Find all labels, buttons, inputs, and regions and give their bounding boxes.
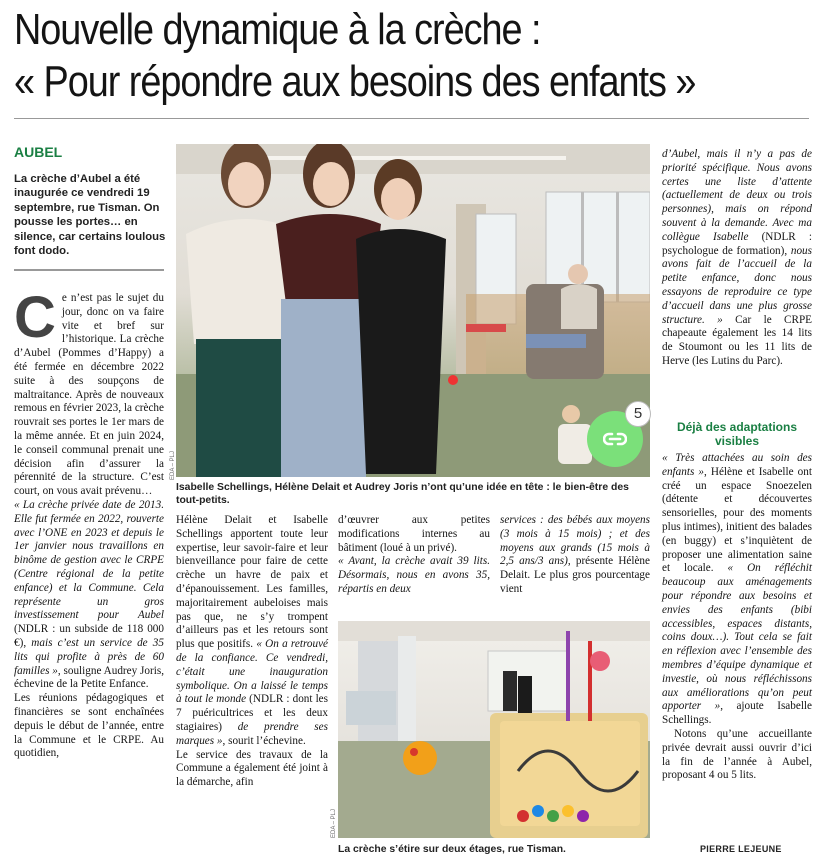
share-button[interactable] [587, 405, 643, 467]
paragraph: Hélène Delait et Isabelle Schellings apportent toute leur expertise, leur savoir-faire et leur bienveillance pour faire de cette crèche un havre de paix et d’épanouissement. Les familles, majoritairement aubeloises mais pas que, ne s’y trompent d’ailleurs pas et les retours sont plus que positifs. « On a retrouvé de la confiance. Ce vendredi, c’était une inauguration symbolique. On a laissé le temps à tout le monde (NDLR : dont les 7 puéricultrices et les deux stagiaires) de prendre ses marques », sourit l’échevine. [176, 514, 329, 747]
chapo-rule [14, 269, 164, 271]
quote-paragraph: d’Aubel, mais il n’y a pas de priorité spécifique. Nous avons certes une liste d’attente (actuellement de deux ou trois personnes), mais on répond souvent à la demande. Avec ma collègue Isabelle (NDLR : psychologue de formation), nous avons fait de l’accueil de la petite enfance, donc nous essayons de reproduire ce type d’accueil dans une plus grosse structure. » Car le CRPE chapeaute également les 14 lits de Stoumont ou les 11 lits de Herve (les Lutins du Parc). [662, 148, 813, 367]
chapo: La crèche d’Aubel a été inaugurée ce vendredi 19 septembre, rue Tisman. On pousse les portes… en silence, car certains loulous font dodo. [14, 173, 166, 258]
column-1 [14, 285, 164, 761]
column-4 [500, 514, 650, 597]
photo-team-credit: EDA – PLJ [170, 450, 176, 480]
paragraph: « Très attachées au soin des enfants », Hélène et Isabelle ont créé un espace Snoezelen (détente et découvertes sensorielles, pour des moments plus intimes), initient des balades (en buggy) et s’inquiètent de proposer une alimentation saine et locale. « On réfléchit beaucoup aux aménagements pour répondre aux besoins et envies des enfants (bibi accessibles, espaces distants, coins doux…). Tout cela se fait en réflexion avec l’ensemble des membres d’équipe dynamique et investie, où nous réfléchissons aux améliorations qu’on peut apporter », ajoute Isabelle Schellings. [662, 452, 813, 727]
intro-paragraph: Ce n’est pas le sujet du jour, donc on va faire vite et bref sur l’historique. La crèche d’Aubel (Pommes d’Happy) a été fermée en décembre 2022 suite à des soupçons de maltraitance. Après de nouveaux remous en février 2023, la crèche rouvrait ses portes le 1er mars de la même année. Et en juin 2024, le conseil communal prenait une décision afin d’assurer la pérennité de la structure. C’est court, on vous avait prévenu… [14, 285, 164, 498]
photo-team-illustration [176, 144, 650, 477]
column-5 [662, 148, 812, 369]
link-icon [603, 429, 627, 449]
paragraph: services : des bébés aux moyens (3 mois à 15 mois) ; et des moyens aux grands (15 mois à 2,5 ans/3 ans), présente Hélène Delait. Le plus gros pourcentage vient [500, 514, 650, 595]
top-rule [14, 118, 809, 119]
headline-line-2: « Pour répondre aux besoins des enfants » [14, 57, 696, 106]
paragraph: d’œuvrer aux petites modifications internes au bâtiment (loué à un privé). [338, 514, 490, 554]
column-3 [338, 514, 490, 597]
paragraph: Les réunions pédagogiques et financières se sont enchaînées depuis le début de l’année, entre la Commune et le CRPE. Au quotidien, [14, 692, 164, 760]
share-count-badge: 5 [625, 401, 651, 427]
author-signature: PIERRE LEJEUNE [700, 844, 782, 854]
subheading: Déjà des adaptations visibles [676, 420, 798, 448]
section-label: AUBEL [14, 144, 63, 160]
photo-creche [338, 621, 650, 838]
paragraph: Le service des travaux de la Commune a également été joint à la démarche, afin [176, 748, 328, 789]
quote-paragraph: « La crèche privée date de 2013. Elle fut fermée en 2022, rouverte avec l’ONE en 2023 et depuis le 1er janvier nous travaillons en binôme de gestion avec le CRPE (Centre régional de la petite enfance) et la Commune. Cela représente un gros investissement pour Aubel (NDLR : un subside de 118 000 €), mais c’est un service de 35 lits qui profite à près de 60 familles », souligne Audrey Joris, échevine de la Petite Enfance. [14, 498, 164, 691]
photo-creche-caption: La crèche s’étire sur deux étages, rue Tisman. [338, 844, 566, 855]
column-2 [176, 514, 328, 790]
column-5b [662, 452, 812, 783]
photo-creche-credit: EDA – PLJ [331, 808, 337, 838]
headline-line-1: Nouvelle dynamique à la crèche : [14, 5, 541, 54]
photo-team-caption: Isabelle Schellings, Hélène Delait et Audrey Joris n’ont qu’une idée en tête : le bien-être des tout-petits. [176, 482, 629, 506]
photo-team [176, 144, 650, 477]
dropcap: C [14, 285, 56, 350]
photo-creche-illustration [338, 621, 650, 838]
quote-paragraph: « Avant, la crèche avait 39 lits. Désormais, nous en avons 35, répartis en deux [338, 555, 490, 595]
headline [14, 4, 814, 108]
paragraph: Notons qu’une accueillante privée devrait aussi ouvrir d’ici la fin de l’année à Aubel, proposant 4 ou 5 lits. [662, 727, 812, 782]
